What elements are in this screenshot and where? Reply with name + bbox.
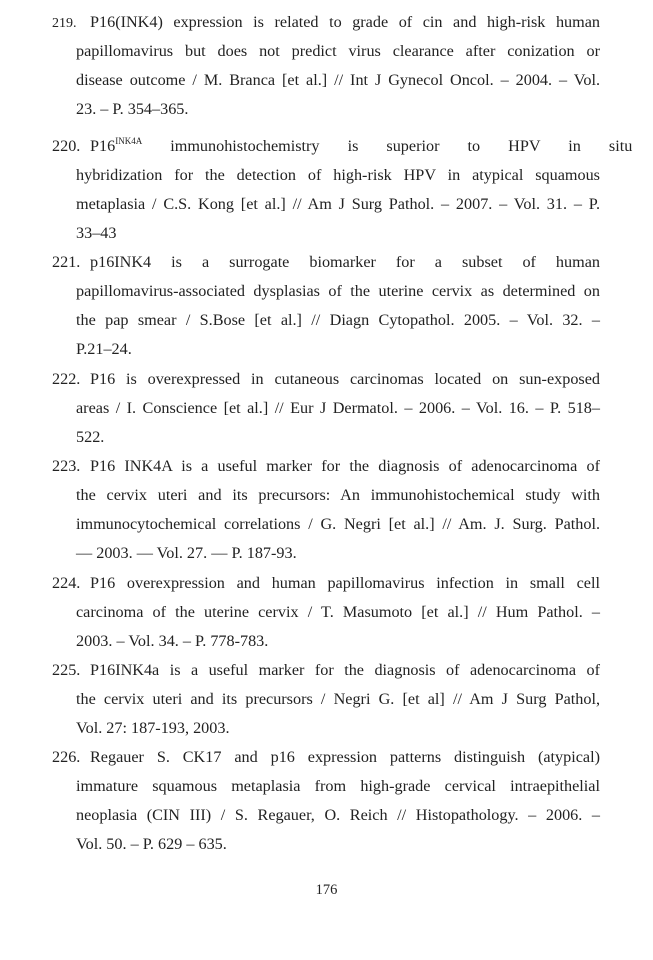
- reference-line: 224. P16 overexpression and human papillomavirus infection in small cell: [52, 569, 600, 598]
- reference-226: [0, 743, 653, 859]
- reference-line: 33–43: [76, 224, 117, 242]
- reference-line: 522.: [76, 428, 105, 446]
- reference-224: [0, 569, 653, 656]
- reference-line: the pap smear / S.Bose [et al.] // Diagn Cytopathol. 2005. – Vol. 32. –: [76, 311, 600, 329]
- reference-number: 220.: [52, 137, 81, 155]
- reference-line: 223. P16 INK4A is a useful marker for the diagnosis of adenocarcinoma of: [52, 452, 600, 481]
- reference-number: 225.: [52, 661, 81, 679]
- reference-line: 225. P16INK4a is a useful marker for the diagnosis of adenocarcinoma of: [52, 656, 600, 685]
- reference-line: 220. $P16^{INK4A}$ immunohistochemistry is superior to HPV in situ: [52, 132, 600, 161]
- reference-line: 222. P16 is overexpressed in cutaneous carcinomas located on sun-exposed: [52, 365, 600, 394]
- reference-line: metaplasia / C.S. Kong [et al.] // Am J Surg Pathol. – 2007. – Vol. 31. – P.: [76, 195, 600, 213]
- reference-line: 221. p16INK4 is a surrogate biomarker for a subset of human: [52, 248, 600, 277]
- reference-number: 219.: [52, 16, 77, 31]
- reference-line: immature squamous metaplasia from high-grade cervical intraepithelial: [76, 777, 600, 795]
- reference-number: 226.: [52, 748, 81, 766]
- reference-line: Vol. 50. – P. 629 – 635.: [76, 835, 227, 853]
- reference-line: 219. P16(INK4) expression is related to grade of cin and high-risk human: [52, 8, 600, 37]
- reference-line: 23. – P. 354–365.: [76, 100, 189, 118]
- reference-line: carcinoma of the uterine cervix / T. Masumoto [et al.] // Hum Pathol. –: [76, 603, 600, 621]
- reference-line: areas / I. Conscience [et al.] // Eur J Dermatol. – 2006. – Vol. 16. – P. 518–: [76, 399, 600, 417]
- reference-219: [0, 8, 653, 124]
- reference-225: [0, 656, 653, 743]
- reference-line: neoplasia (CIN III) / S. Regauer, O. Reich // Histopathology. – 2006. –: [76, 806, 600, 824]
- reference-number: 221.: [52, 253, 81, 271]
- reference-line: immunocytochemical correlations / G. Negri [et al.] // Am. J. Surg. Pathol.: [76, 515, 600, 533]
- reference-line: papillomavirus but does not predict virus clearance after conization or: [76, 42, 600, 60]
- reference-number: 222.: [52, 370, 81, 388]
- reference-222: [0, 365, 653, 452]
- reference-line: Vol. 27: 187-193, 2003.: [76, 719, 230, 737]
- reference-line: the cervix uteri and its precursors: An immunohistochemical study with: [76, 486, 600, 504]
- reference-line: disease outcome / M. Branca [et al.] // Int J Gynecol Oncol. – 2004. – Vol.: [76, 71, 600, 89]
- reference-223: [0, 452, 653, 568]
- reference-number: 223.: [52, 457, 81, 475]
- reference-line: the cervix uteri and its precursors / Negri G. [et al] // Am J Surg Pathol,: [76, 690, 600, 708]
- superscript: INK4A: [115, 136, 143, 146]
- reference-line: P.21–24.: [76, 340, 132, 358]
- reference-line: — 2003. — Vol. 27. — P. 187-93.: [76, 544, 297, 562]
- reference-221: [0, 248, 653, 364]
- reference-line: 226. Regauer S. CK17 and p16 expression patterns distinguish (atypical): [52, 743, 600, 772]
- reference-220: [0, 132, 653, 248]
- reference-line: 2003. – Vol. 34. – P. 778-783.: [76, 632, 269, 650]
- page-number: 176: [315, 882, 338, 898]
- reference-number: 224.: [52, 574, 81, 592]
- reference-line: papillomavirus-associated dysplasias of the uterine cervix as determined on: [76, 282, 600, 300]
- reference-line: hybridization for the detection of high-risk HPV in atypical squamous: [76, 166, 600, 184]
